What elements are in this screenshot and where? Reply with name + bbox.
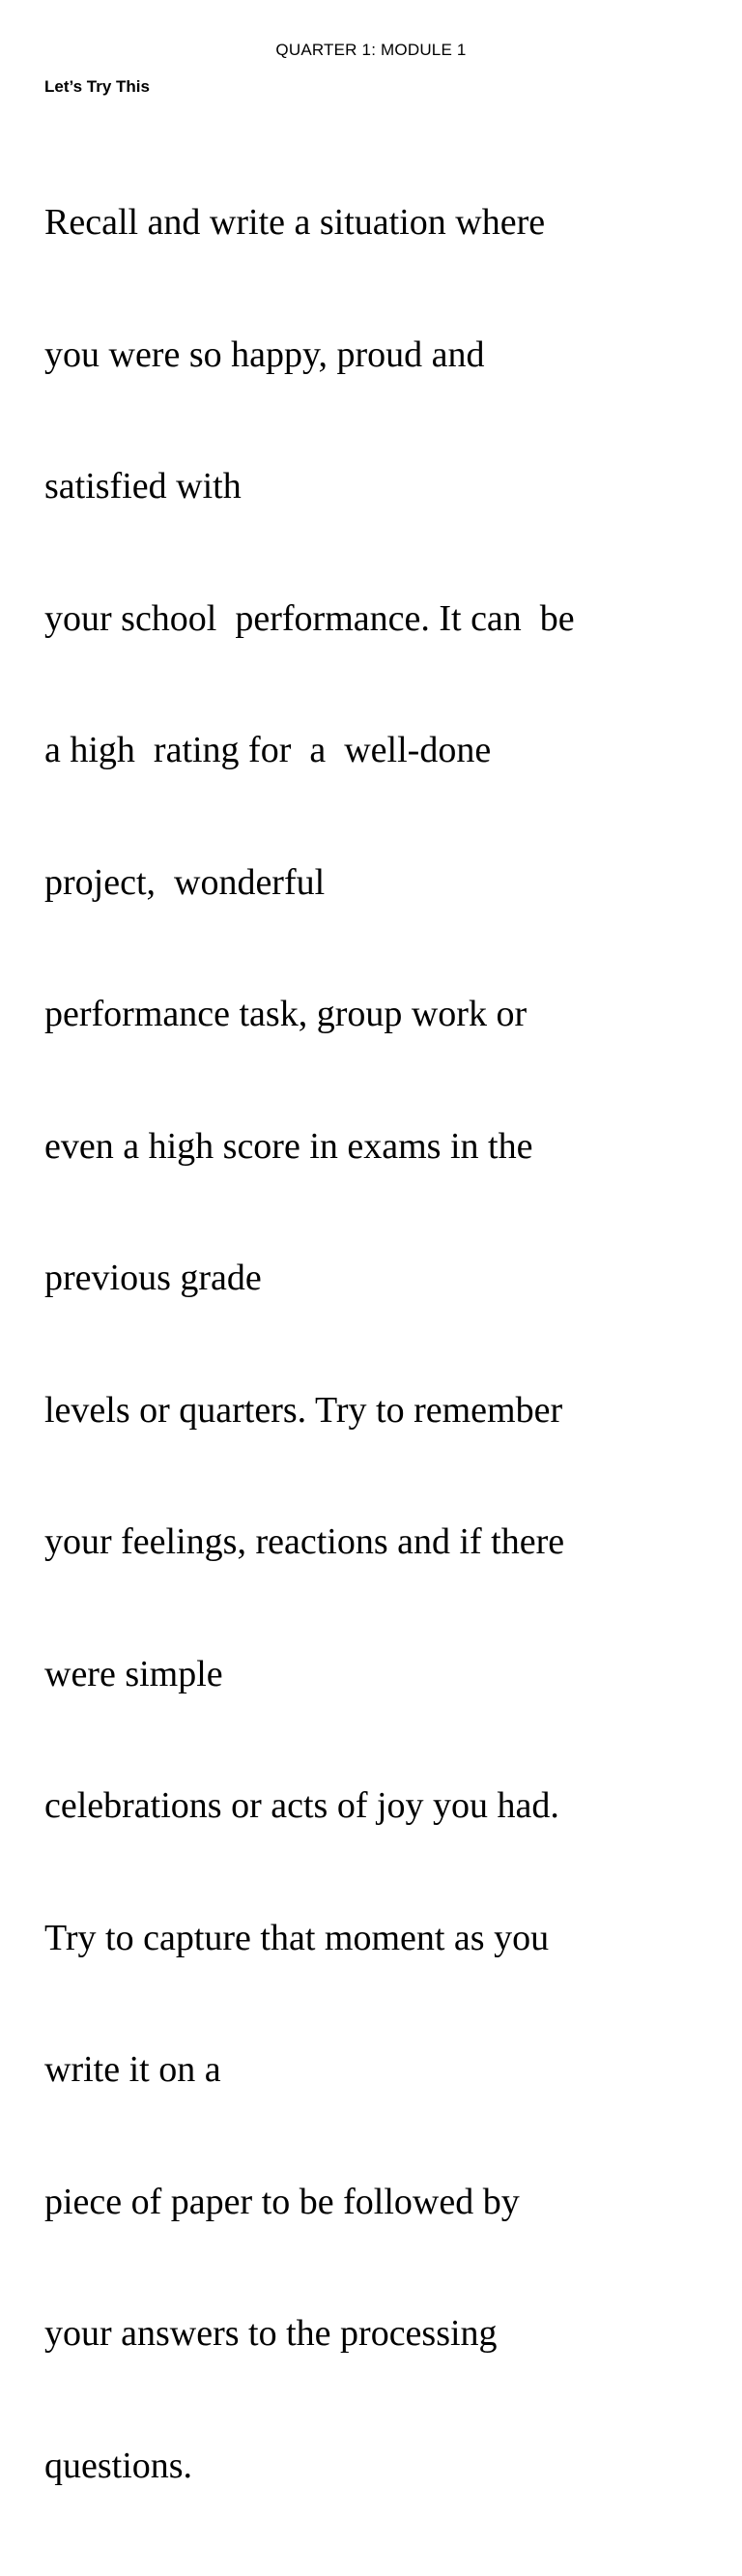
section-title: Let’s Try This (44, 77, 150, 96)
paragraph-line: levels or quarters. Try to remember (44, 1389, 563, 1431)
paragraph-line: even a high score in exams in the (44, 1125, 533, 1167)
paragraph-line: write it on a (44, 2049, 221, 2090)
paragraph-line: Try to capture that moment as you (44, 1917, 550, 1958)
paragraph-line: performance task, group work or (44, 994, 528, 1034)
paragraph-line: you were so happy, proud and (44, 333, 485, 375)
paragraph-line: satisfied with (44, 466, 242, 507)
paragraph-line: a high rating for a well-done (44, 730, 492, 770)
paragraph-line: your school performance. It can be (44, 597, 575, 639)
paragraph-line: previous grade (44, 1258, 262, 1298)
instruction-paragraph (44, 113, 721, 2576)
paragraph-line: questions. (44, 2445, 193, 2486)
module-header: QUARTER 1: MODULE 1 (275, 41, 467, 59)
paragraph-line: your answers to the processing (44, 2313, 498, 2354)
paragraph-line: your feelings, reactions and if there (44, 1521, 565, 1562)
paragraph-line: celebrations or acts of joy you had. (44, 1785, 559, 1826)
paragraph-line: were simple (44, 1653, 223, 1694)
paragraph-line: project, wonderful (44, 861, 326, 903)
paragraph-line: Recall and write a situation where (44, 202, 546, 243)
paragraph-line: piece of paper to be followed by (44, 2181, 520, 2222)
